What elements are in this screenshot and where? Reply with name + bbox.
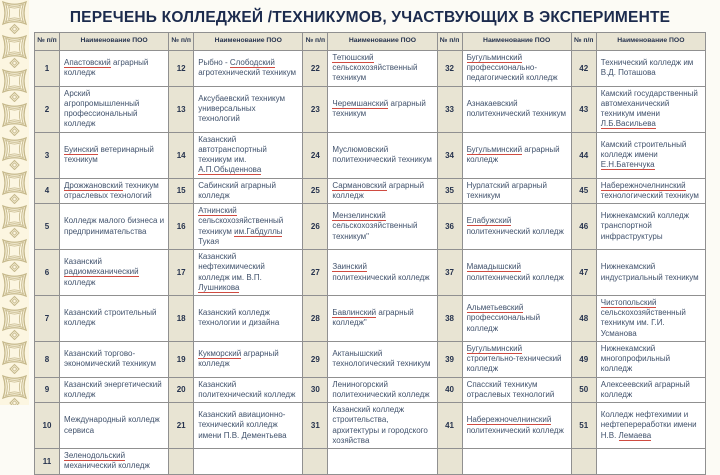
institution-name-cell: Нурлатский аграрный техникум: [462, 178, 571, 203]
row-number-cell: 14: [169, 132, 194, 178]
institution-name-cell: Казанский колледж строительства, архитектуры и городского хозяйства: [328, 403, 437, 449]
row-number-cell: 2: [35, 86, 60, 132]
row-number-cell: 4: [35, 178, 60, 203]
header-name-cell: Наименование ПОО: [596, 33, 705, 51]
row-number-cell: 7: [35, 295, 60, 341]
institution-name-cell: Казанский строительный колледж: [60, 295, 169, 341]
row-number-cell: 13: [169, 86, 194, 132]
institution-name-cell: Аксубаевский техникум универсальных технологий: [194, 86, 303, 132]
institution-name-cell: Набережночелнинский политехнический колледж: [462, 403, 571, 449]
institution-name-cell: Бугульминский строительно-технический колледж: [462, 341, 571, 377]
row-number-cell: [571, 449, 596, 474]
row-number-cell: 33: [437, 86, 462, 132]
institution-name-cell: Черемшанский аграрный техникум: [328, 86, 437, 132]
institution-name-cell: Елабужский политехнический колледж: [462, 204, 571, 250]
institution-name-cell: [596, 449, 705, 474]
table-row: [35, 178, 706, 203]
institution-name-cell: Бугульминский профессионально-педагогический колледж: [462, 51, 571, 87]
institution-name-cell: Сабинский аграрный колледж: [194, 178, 303, 203]
institution-name-cell: Мамадышский политехнический колледж: [462, 250, 571, 296]
row-number-cell: [437, 449, 462, 474]
row-number-cell: 11: [35, 449, 60, 474]
institution-name-cell: Сармановский аграрный колледж: [328, 178, 437, 203]
row-number-cell: [303, 449, 328, 474]
row-number-cell: 21: [169, 403, 194, 449]
row-number-cell: 43: [571, 86, 596, 132]
row-number-cell: 36: [437, 204, 462, 250]
row-number-cell: 19: [169, 341, 194, 377]
institution-name-cell: Колледж малого бизнеса и предпринимательства: [60, 204, 169, 250]
institution-name-cell: Нижнекамский колледж транспортной инфраструктуры: [596, 204, 705, 250]
institution-name-cell: Казанский колледж технологии и дизайна: [194, 295, 303, 341]
institution-name-cell: Заинский политехнический колледж: [328, 250, 437, 296]
header-num-cell: № п/п: [169, 33, 194, 51]
row-number-cell: 46: [571, 204, 596, 250]
institution-name-cell: Апастовский аграрный колледж: [60, 51, 169, 87]
row-number-cell: 28: [303, 295, 328, 341]
row-number-cell: 12: [169, 51, 194, 87]
row-number-cell: 45: [571, 178, 596, 203]
row-number-cell: 35: [437, 178, 462, 203]
institution-name-cell: Мензелинский сельскохозяйственный техникум": [328, 204, 437, 250]
table-row: [35, 250, 706, 296]
table-header-row: [35, 33, 706, 51]
header-num-cell: № п/п: [437, 33, 462, 51]
row-number-cell: 8: [35, 341, 60, 377]
institution-name-cell: Дрожжановский техникум отраслевых технологий: [60, 178, 169, 203]
header-num-cell: № п/п: [571, 33, 596, 51]
row-number-cell: 5: [35, 204, 60, 250]
row-number-cell: 22: [303, 51, 328, 87]
institution-name-cell: Казанский торгово-экономический техникум: [60, 341, 169, 377]
header-name-cell: Наименование ПОО: [60, 33, 169, 51]
table-row: [35, 295, 706, 341]
institution-name-cell: Бугульминский аграрный колледж: [462, 132, 571, 178]
table-row: [35, 377, 706, 402]
institution-name-cell: Камский строительный колледж имени Е.Н.Батенчука: [596, 132, 705, 178]
row-number-cell: 40: [437, 377, 462, 402]
institution-name-cell: Буинский ветеринарный техникум: [60, 132, 169, 178]
institution-name-cell: Рыбно - Слободский агротехнический техникум: [194, 51, 303, 87]
row-number-cell: 1: [35, 51, 60, 87]
row-number-cell: 32: [437, 51, 462, 87]
row-number-cell: 47: [571, 250, 596, 296]
institution-name-cell: Чистопольский сельскохозяйственный техникум им. Г.И. Усманова: [596, 295, 705, 341]
row-number-cell: 34: [437, 132, 462, 178]
row-number-cell: 38: [437, 295, 462, 341]
institution-name-cell: Тетюшский сельскохозяйственный техникум: [328, 51, 437, 87]
row-number-cell: 25: [303, 178, 328, 203]
institution-name-cell: Кукморский аграрный колледж: [194, 341, 303, 377]
row-number-cell: 18: [169, 295, 194, 341]
institution-name-cell: Казанский нефтехимический колледж им. В.П. Лушникова: [194, 250, 303, 296]
table-row: [35, 204, 706, 250]
header-name-cell: Наименование ПОО: [194, 33, 303, 51]
institution-name-cell: Зеленодольский механический колледж: [60, 449, 169, 474]
header-name-cell: Наименование ПОО: [328, 33, 437, 51]
institution-name-cell: Казанский энергетический колледж: [60, 377, 169, 402]
institution-name-cell: Актанышский технологический техникум: [328, 341, 437, 377]
institution-name-cell: Камский государственный автомеханический техникум имени Л.Б.Васильева: [596, 86, 705, 132]
table-row: [35, 449, 706, 474]
row-number-cell: 24: [303, 132, 328, 178]
institution-name-cell: Колледж нефтехимии и нефтепереработки имени Н.В. Лемаева: [596, 403, 705, 449]
row-number-cell: 49: [571, 341, 596, 377]
ornament-border: [0, 0, 29, 405]
institution-name-cell: [328, 449, 437, 474]
row-number-cell: 30: [303, 377, 328, 402]
institution-name-cell: Спасский техникум отраслевых технологий: [462, 377, 571, 402]
institution-name-cell: Азнакаевский политехнический техникум: [462, 86, 571, 132]
table-row: [35, 132, 706, 178]
header-name-cell: Наименование ПОО: [462, 33, 571, 51]
colleges-table: [34, 32, 706, 475]
row-number-cell: 48: [571, 295, 596, 341]
institution-name-cell: Альметьевский профессиональный колледж: [462, 295, 571, 341]
institution-name-cell: Бавлинский аграрный колледж": [328, 295, 437, 341]
header-num-cell: № п/п: [35, 33, 60, 51]
row-number-cell: 51: [571, 403, 596, 449]
table-row: [35, 86, 706, 132]
row-number-cell: 16: [169, 204, 194, 250]
row-number-cell: 15: [169, 178, 194, 203]
table-row: [35, 341, 706, 377]
institution-name-cell: Международный колледж сервиса: [60, 403, 169, 449]
row-number-cell: 44: [571, 132, 596, 178]
row-number-cell: 20: [169, 377, 194, 402]
institution-name-cell: Атнинский сельскохозяйственный техникум им.Габдуллы Тукая: [194, 204, 303, 250]
institution-name-cell: [194, 449, 303, 474]
institution-name-cell: Казанский политехнический колледж: [194, 377, 303, 402]
institution-name-cell: Арский агропромышленный профессиональный колледж: [60, 86, 169, 132]
row-number-cell: [169, 449, 194, 474]
row-number-cell: 3: [35, 132, 60, 178]
row-number-cell: 27: [303, 250, 328, 296]
row-number-cell: 23: [303, 86, 328, 132]
institution-name-cell: Муслюмовский политехнический техникум: [328, 132, 437, 178]
row-number-cell: 9: [35, 377, 60, 402]
row-number-cell: 17: [169, 250, 194, 296]
row-number-cell: 41: [437, 403, 462, 449]
institution-name-cell: Алексеевский аграрный колледж: [596, 377, 705, 402]
institution-name-cell: Набережночелнинский технологический техникум: [596, 178, 705, 203]
row-number-cell: 29: [303, 341, 328, 377]
institution-name-cell: Казанский авиационно-технический колледж имени П.В. Дементьева: [194, 403, 303, 449]
slide-content: [33, 0, 707, 475]
row-number-cell: 37: [437, 250, 462, 296]
row-number-cell: 50: [571, 377, 596, 402]
row-number-cell: 39: [437, 341, 462, 377]
table-row: [35, 51, 706, 87]
header-num-cell: № п/п: [303, 33, 328, 51]
page-title: ПЕРЕЧЕНЬ КОЛЛЕДЖЕЙ /ТЕХНИКУМОВ, УЧАСТВУЮЩИХ В ЭКСПЕРИМЕНТЕ: [69, 9, 671, 26]
institution-name-cell: Казанский автотранспортный техникум им. А.П.Обыденнова: [194, 132, 303, 178]
row-number-cell: 10: [35, 403, 60, 449]
institution-name-cell: Технический колледж им В.Д. Поташова: [596, 51, 705, 87]
institution-name-cell: Нижнекамский индустриальный техникум: [596, 250, 705, 296]
row-number-cell: 31: [303, 403, 328, 449]
table-body: [35, 51, 706, 475]
institution-name-cell: Лениногорский политехнический колледж: [328, 377, 437, 402]
row-number-cell: 42: [571, 51, 596, 87]
institution-name-cell: [462, 449, 571, 474]
institution-name-cell: Казанский радиомеханический колледж: [60, 250, 169, 296]
table-row: [35, 403, 706, 449]
institution-name-cell: Нижнекамский многопрофильный колледж: [596, 341, 705, 377]
row-number-cell: 6: [35, 250, 60, 296]
row-number-cell: 26: [303, 204, 328, 250]
